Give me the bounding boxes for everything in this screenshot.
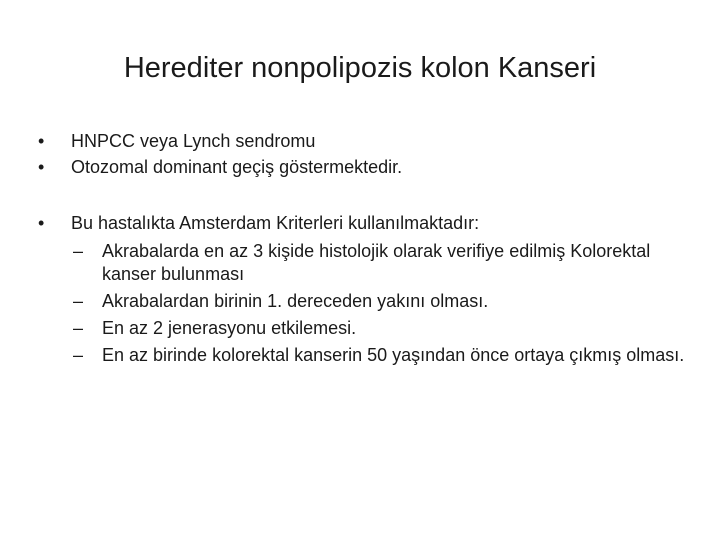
bullet-item [35, 128, 685, 154]
sub-bullet-text: Akrabalarda en az 3 kişide histolojik olarak verifiye edilmiş Kolorektal kanser bulunması [102, 241, 651, 284]
sub-bullet-item [35, 290, 685, 313]
bullet-marker: • [38, 213, 45, 233]
bullet-marker: • [38, 131, 45, 151]
sub-bullet-text: En az birinde kolorektal kanserin 50 yaşından önce ortaya çıkmış olması. [102, 345, 685, 365]
slide-title: Herediter nonpolipozis kolon Kanseri [123, 52, 597, 84]
spacer [35, 180, 685, 210]
sub-bullet-list [35, 240, 685, 367]
bullet-text: Otozomal dominant geçiş göstermektedir. [71, 157, 403, 177]
bullet-item [35, 210, 685, 236]
dash-marker: – [73, 318, 84, 338]
sub-bullet-item [35, 240, 685, 286]
sub-bullet-item [35, 344, 685, 367]
dash-marker: – [73, 291, 84, 311]
sub-bullet-item [35, 317, 685, 340]
sub-bullet-text: En az 2 jenerasyonu etkilemesi. [102, 318, 357, 338]
bullet-item [35, 154, 685, 180]
bullet-marker: • [38, 157, 45, 177]
bullet-text: HNPCC veya Lynch sendromu [71, 131, 316, 151]
dash-marker: – [73, 345, 84, 365]
bullet-list [35, 128, 685, 367]
sub-bullet-text: Akrabalardan birinin 1. dereceden yakını olması. [102, 291, 489, 311]
bullet-text: Bu hastalıkta Amsterdam Kriterleri kullanılmaktadır: [71, 213, 480, 233]
dash-marker: – [73, 241, 84, 261]
